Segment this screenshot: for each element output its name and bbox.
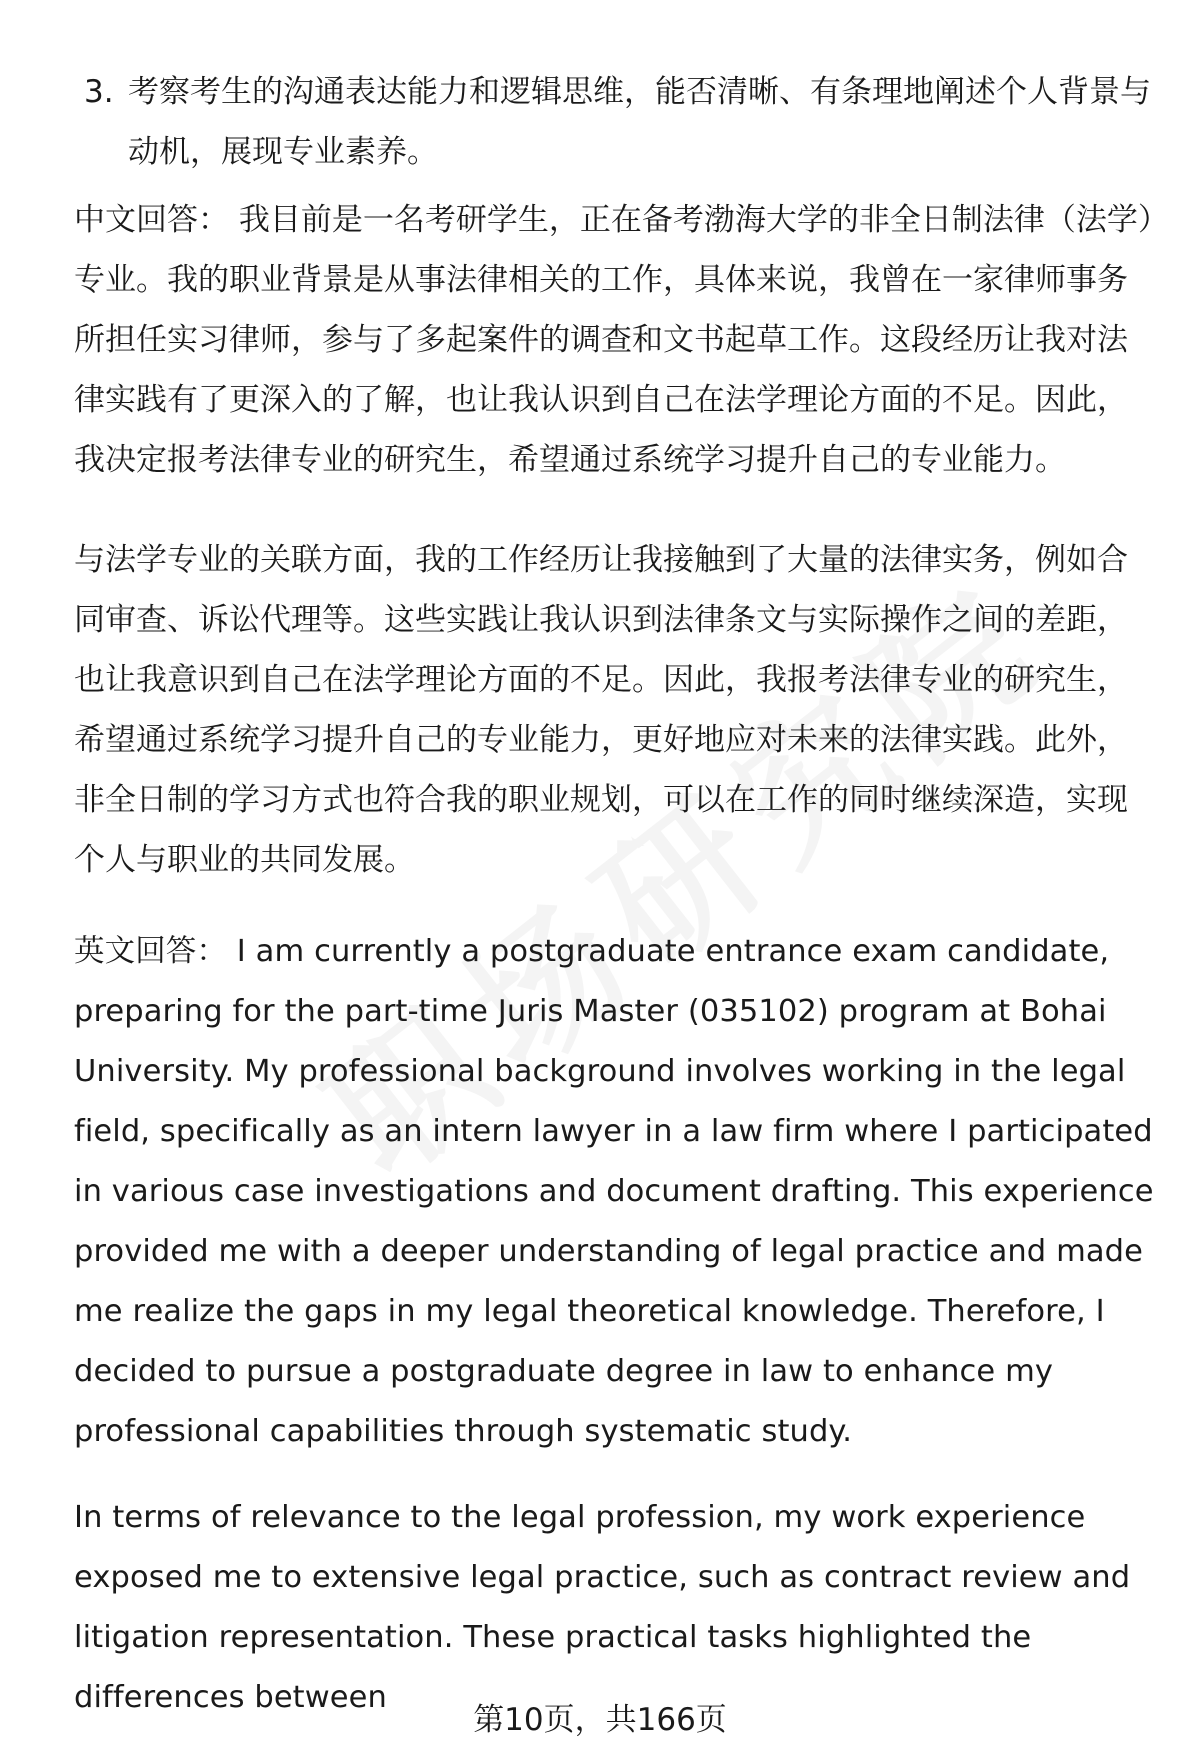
relevance-paragraph-cn: 与法学专业的关联方面，我的工作经历让我接触到了大量的法律实务，例如合同审查、诉讼代理等。这些实践让我认识到法律条文与实际操作之间的差距，也让我意识到自己在法学理论方面的不足。因此，我报考法律专业的研究生，希望通过系统学习提升自己的专业能力，更好地应对未来的法律实践。此外，非全日制的学习方式也符合我的职业规划，可以在工作的同时继续深造，实现个人与职业的共同发展。	[74, 542, 1128, 878]
relevance-paragraph-en: In terms of relevance to the legal profession, my work experience exposed me to extensive legal practice, such as contract review and litigation representation. These practical tasks highlighted the differences between	[74, 1500, 1131, 1715]
page-number: 第10页，共166页	[473, 1702, 727, 1738]
list-item	[84, 62, 1164, 182]
english-answer-paragraph: 英文回答： I am currently a postgraduate entrance exam candidate, preparing for the part-time Juris Master (035102) program at Bohai University. My professional background involves working in the legal field, specifically as an intern lawyer in a law firm where I participated in various case investigations and document drafting. This experience provided me with a deeper understanding of legal practice and made me realize the gaps in my legal theoretical knowledge. Therefore, I decided to pursue a postgraduate degree in law to enhance my professional capabilities through systematic study.	[74, 934, 1154, 1449]
list-number: 3.	[84, 74, 114, 110]
list-text: 考察考生的沟通表达能力和逻辑思维，能否清晰、有条理地阐述个人背景与动机，展现专业素养。	[128, 74, 1151, 170]
chinese-answer-paragraph: 中文回答： 我目前是一名考研学生，正在备考渤海大学的非全日制法律（法学）专业。我的职业背景是从事法律相关的工作，具体来说，我曾在一家律师事务所担任实习律师，参与了多起案件的调查和文书起草工作。这段经历让我对法律实践有了更深入的了解，也让我认识到自己在法学理论方面的不足。因此，我决定报考法律专业的研究生，希望通过系统学习提升自己的专业能力。	[74, 202, 1154, 478]
